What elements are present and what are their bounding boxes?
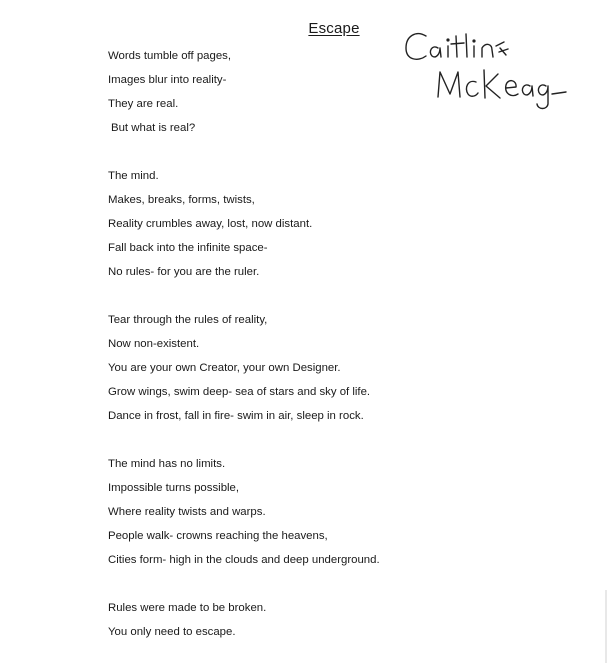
poem-line: Cities form- high in the clouds and deep underground. [108, 554, 380, 566]
poem-title: Escape [308, 20, 360, 37]
poem-line: Dance in frost, fall in fire- swim in air, sleep in rock. [108, 410, 364, 422]
poem-line: They are real. [108, 98, 179, 110]
poem-line: Grow wings, swim deep- sea of stars and sky of life. [108, 386, 371, 398]
poem-line: Reality crumbles away, lost, now distant. [108, 218, 313, 230]
poem-line: No rules- for you are the ruler. [108, 266, 260, 278]
poem-line: Makes, breaks, forms, twists, [108, 194, 255, 206]
poem-line: Now non-existent. [108, 338, 200, 350]
poem-line: Tear through the rules of reality, [108, 314, 268, 326]
poem-line: You are your own Creator, your own Designer. [108, 362, 341, 374]
poem-line: You only need to escape. [108, 626, 236, 638]
poem-line: The mind. [108, 170, 159, 182]
poem-line: Words tumble off pages, [108, 50, 232, 62]
poem-line: Where reality twists and warps. [108, 506, 266, 518]
stanza-1 [108, 47, 568, 143]
poem-line: But what is real? [111, 122, 196, 134]
stanza-spacer [108, 143, 568, 167]
stanza-spacer [108, 431, 568, 455]
stanza-4 [108, 455, 568, 575]
poem-line: Fall back into the infinite space- [108, 242, 268, 254]
poem-line: People walk- crowns reaching the heavens, [108, 530, 328, 542]
poem-line: The mind has no limits. [108, 458, 226, 470]
stanza-3 [108, 311, 568, 431]
stanza-5 [108, 599, 568, 647]
stanza-2 [108, 167, 568, 287]
poem-line: Rules were made to be broken. [108, 602, 267, 614]
poem-body [108, 47, 568, 647]
stanza-spacer [108, 287, 568, 311]
poem-line: Impossible turns possible, [108, 482, 240, 494]
stanza-spacer [108, 575, 568, 599]
poem-line: Images blur into reality- [108, 74, 227, 86]
